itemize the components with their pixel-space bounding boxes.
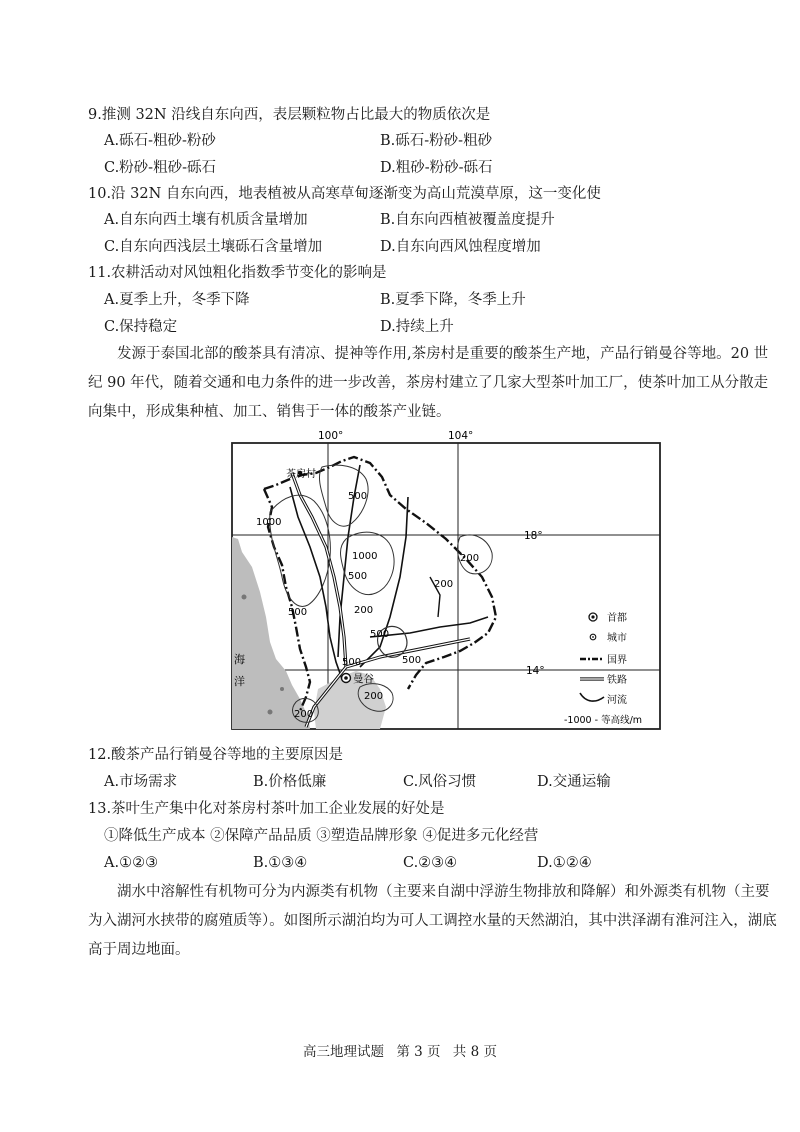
question-13-option-b: B.①③④: [253, 855, 308, 871]
latitude-label-14: 14°: [526, 665, 545, 677]
contour-label: 500: [342, 657, 362, 668]
contour-label: 200: [294, 709, 314, 720]
question-11-option-c: C.保持稳定: [104, 319, 178, 335]
sea-label: 海: [234, 653, 245, 666]
question-10-option-d: D.自东向西风蚀程度增加: [380, 239, 541, 255]
contour-label: 500: [402, 655, 422, 666]
contour-label: 500: [348, 491, 368, 502]
capital-marker-dot: [344, 676, 348, 680]
page-footer: [0, 1040, 800, 1060]
question-13-stem: 13.茶叶生产集中化对茶房村茶叶加工企业发展的好处是: [88, 801, 445, 817]
question-9-option-c: C.粉砂-粗砂-砾石: [104, 160, 216, 176]
thailand-map: [230, 427, 666, 733]
latitude-label-18: 18°: [524, 530, 543, 542]
question-9-option-b: B.砾石-粉砂-粗砂: [380, 133, 493, 149]
legend-contour-label: -1000 - 等高线/m: [564, 715, 643, 726]
material-paragraph-lake: 湖水中溶解性有机物可分为内源类有机物（主要来自湖中浮游生物排放和降解）和外源类有机物（主要为入湖河水挟带的腐殖质等）。如图所示湖泊均为可人工调控水量的天然湖泊，其中洪泽湖有淮河注入，湖底高于周边地面。: [88, 884, 777, 958]
question-11-stem: 11.农耕活动对风蚀粗化指数季节变化的影响是: [88, 265, 387, 281]
contour-label: 200: [434, 579, 454, 590]
legend-railway-label: 铁路: [607, 675, 627, 686]
legend-city-label: 城市: [607, 633, 627, 644]
contour-label: 500: [288, 607, 308, 618]
question-12-option-b: B.价格低廉: [253, 774, 327, 790]
question-11-option-b: B.夏季下降，冬季上升: [380, 292, 526, 308]
question-13-items: ①降低生产成本 ②保障产品品质 ③塑造品牌形象 ④促进多元化经营: [104, 828, 539, 844]
sea-label: 洋: [234, 675, 245, 688]
longitude-label-100: 100°: [318, 430, 344, 442]
place-label-village: 茶房村: [286, 469, 316, 480]
question-11-option-a: A.夏季上升，冬季下降: [104, 292, 250, 308]
contour-label: 200: [364, 691, 384, 702]
question-10-option-a: A.自东向西土壤有机质含量增加: [104, 212, 308, 228]
legend-capital-label: 首都: [607, 613, 627, 624]
contour-label: 500: [370, 629, 390, 640]
legend-border-label: 国界: [607, 655, 627, 666]
island: [242, 595, 247, 600]
material-paragraph-tea: 发源于泰国北部的酸茶具有清凉、提神等作用,茶房村是重要的酸茶生产地，产品行销曼谷等地。20 世纪 90 年代，随着交通和电力条件的进一步改善，茶房村建立了几家大型茶叶加工厂，使茶叶加工从分散走向集中，形成集种植、加工、销售于一体的酸茶产业链。: [88, 346, 769, 420]
contour-label: 500: [348, 571, 368, 582]
question-10-option-b: B.自东向西植被覆盖度提升: [380, 212, 555, 228]
question-10-option-c: C.自东向西浅层土壤砾石含量增加: [104, 239, 323, 255]
island: [280, 687, 284, 691]
place-label-capital: 曼谷: [353, 673, 374, 685]
island: [268, 710, 273, 715]
question-12-option-d: D.交通运输: [537, 774, 611, 790]
footer-subject: 高三地理试题: [303, 1044, 385, 1060]
question-9-option-a: A.砾石-粗砂-粉砂: [104, 133, 216, 149]
contour-label: 1000: [256, 517, 282, 528]
question-13-option-d: D.①②④: [537, 855, 592, 871]
question-12-stem: 12.酸茶产品行销曼谷等地的主要原因是: [88, 747, 344, 763]
footer-total: 共 8 页: [452, 1044, 497, 1060]
question-9-stem: 9.推测 32N 沿线自东向西，表层颗粒物占比最大的物质依次是: [88, 107, 491, 123]
question-12-option-a: A.市场需求: [104, 774, 178, 790]
question-13-option-a: A.①②③: [104, 855, 159, 871]
contour-label: 200: [460, 553, 480, 564]
question-9-option-d: D.粗砂-粉砂-砾石: [380, 160, 493, 176]
question-12-option-c: C.风俗习惯: [403, 774, 477, 790]
question-13-option-c: C.②③④: [403, 855, 458, 871]
question-11-option-d: D.持续上升: [380, 319, 454, 335]
contour-label: 200: [354, 605, 374, 616]
footer-page: 第 3 页: [396, 1044, 441, 1060]
question-10-stem: 10.沿 32N 自东向西，地表植被从高寒草甸逐渐变为高山荒漠草原，这一变化使: [88, 186, 601, 202]
longitude-label-104: 104°: [448, 430, 474, 442]
legend-river-label: 河流: [607, 695, 627, 706]
contour-label: 1000: [352, 551, 378, 562]
